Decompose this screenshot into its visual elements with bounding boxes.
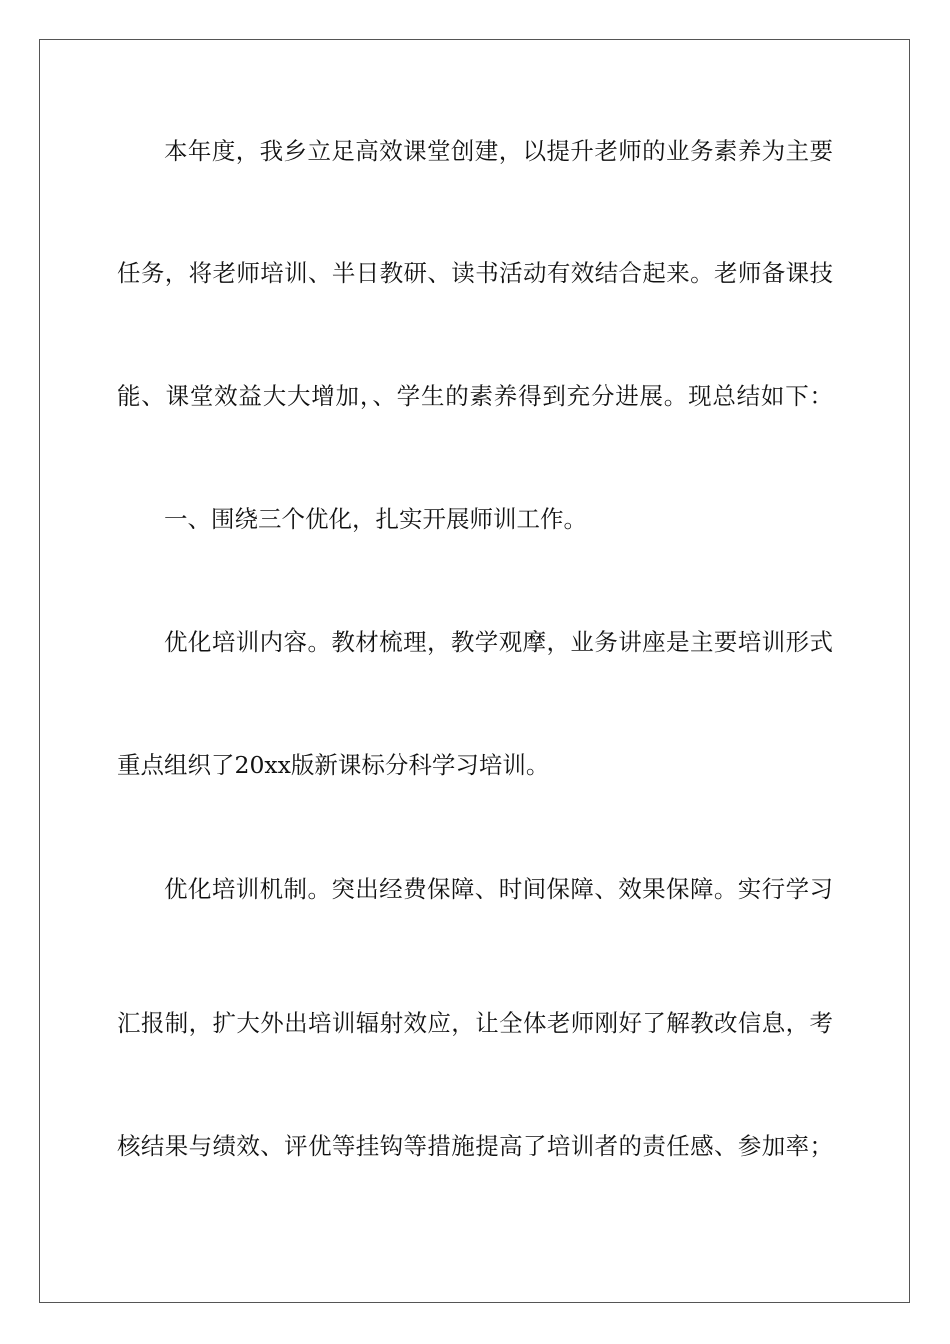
paragraph-3-line-2: 重点组织了20xx版新课标分科学习培训。 — [117, 751, 550, 779]
paragraph-1-line-1: 本年度，我乡立足高效课堂创建，以提升老师的业务素养为主要 — [164, 137, 833, 165]
paragraph-4-line-2: 汇报制，扩大外出培训辐射效应，让全体老师刚好了解教改信息，考 — [117, 1009, 833, 1037]
paragraph-3-line-1: 优化培训内容。教材梳理，教学观摩，业务讲座是主要培训形式 — [164, 628, 833, 656]
paragraph-4-line-3: 核结果与绩效、评优等挂钩等措施提高了培训者的责任感、参加率； — [117, 1132, 833, 1160]
paragraph-1-line-3: 能、课堂效益大大增加，、学生的素养得到充分进展。现总结如下： — [117, 382, 833, 410]
page-border — [39, 39, 910, 1303]
paragraph-1-line-2: 任务，将老师培训、半日教研、读书活动有效结合起来。老师备课技 — [117, 259, 833, 287]
paragraph-4-line-1: 优化培训机制。突出经费保障、时间保障、效果保障。实行学习 — [164, 875, 833, 903]
section-heading-1: 一、围绕三个优化，扎实开展师训工作。 — [164, 505, 587, 533]
